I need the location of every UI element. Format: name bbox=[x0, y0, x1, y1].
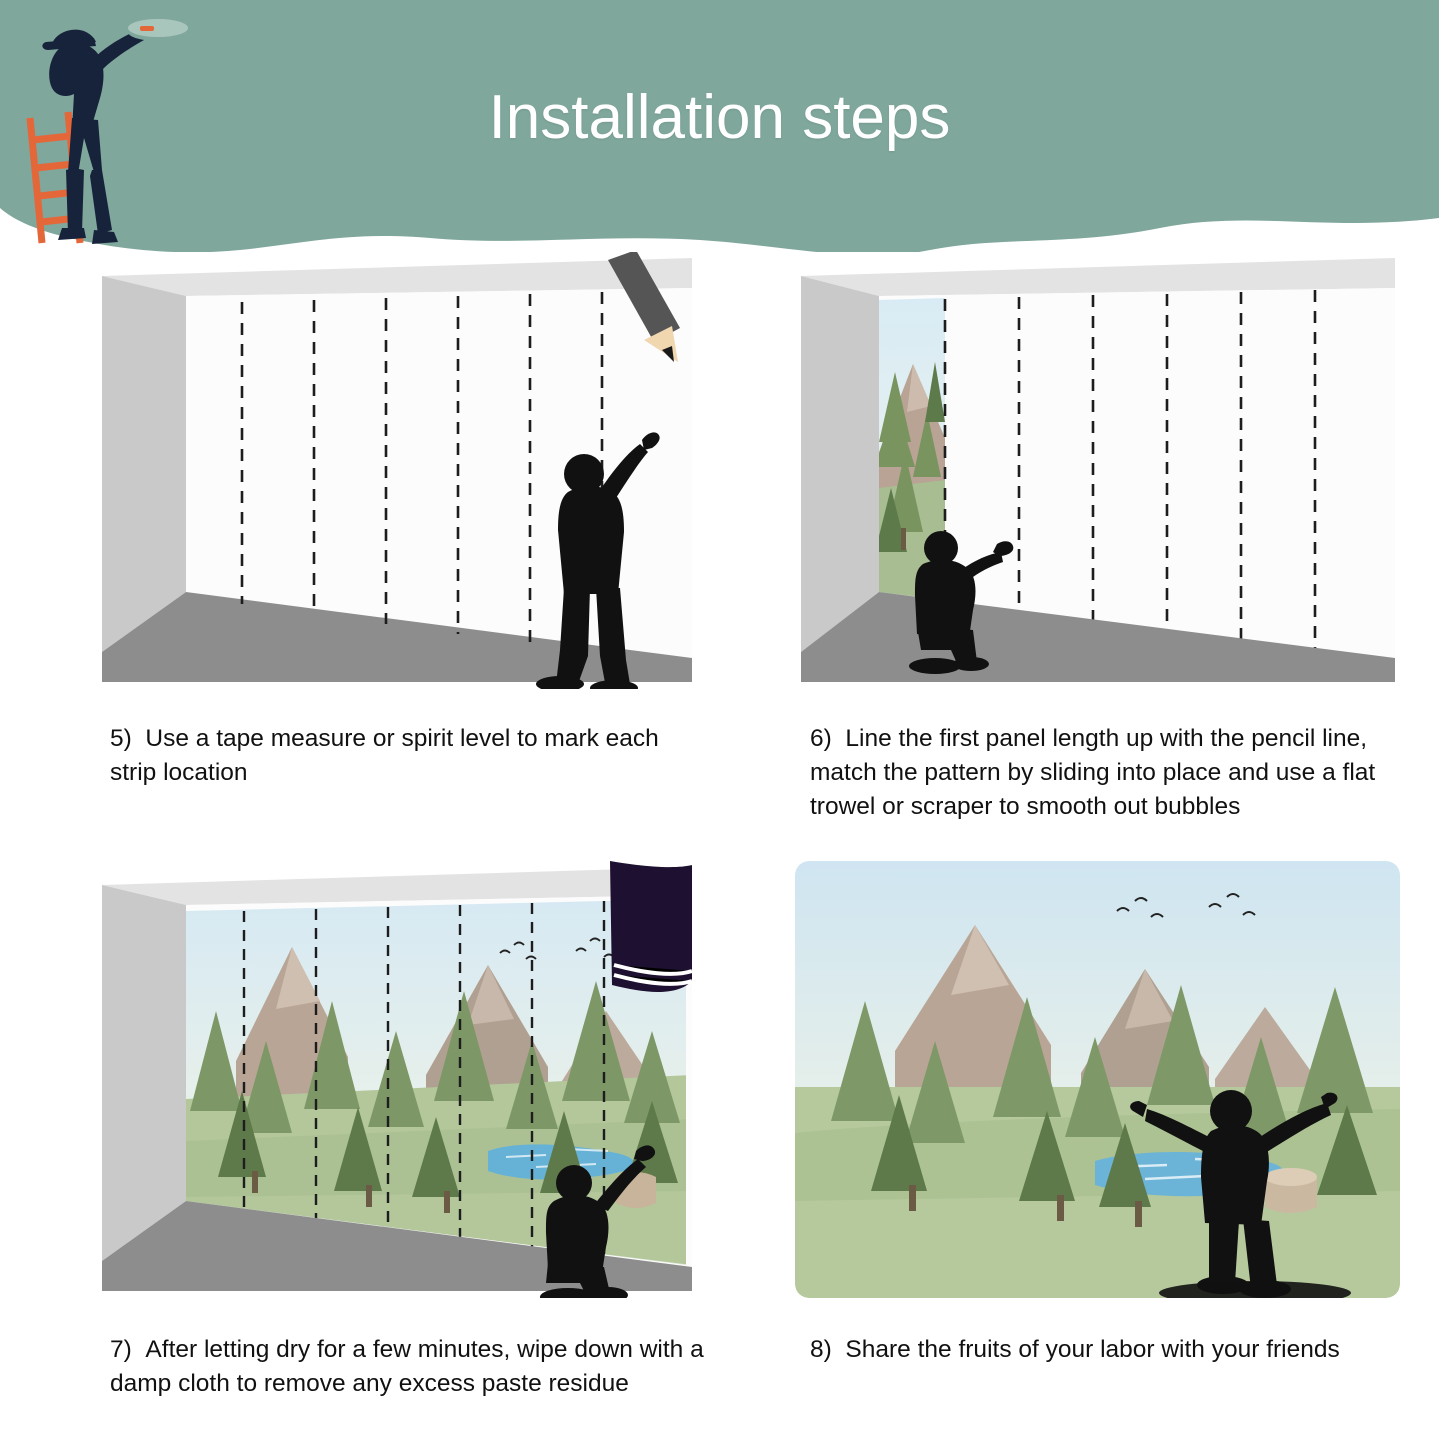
step-6-illustration bbox=[795, 252, 1400, 689]
towel-icon bbox=[610, 861, 692, 992]
step-6-number: 6) bbox=[810, 725, 832, 752]
step-7-number: 7) bbox=[110, 1336, 132, 1363]
step-8-text: Share the fruits of your labor with your friends bbox=[845, 1336, 1340, 1363]
step-5-text: Use a tape measure or spirit level to mark each strip location bbox=[110, 725, 659, 786]
step-6-text: Line the first panel length up with the pencil line, match the pattern by sliding into place and use a flat trowel or scraper to smooth out bubbles bbox=[810, 725, 1376, 820]
step-8-illustration bbox=[795, 861, 1400, 1298]
header-banner bbox=[0, 0, 1439, 260]
step-8-caption bbox=[810, 1333, 1439, 1367]
step-7-text: After letting dry for a few minutes, wipe down with a damp cloth to remove any excess paste residue bbox=[110, 1336, 704, 1397]
step-8-number: 8) bbox=[810, 1336, 832, 1363]
step-5-caption bbox=[110, 722, 710, 790]
step-7-illustration bbox=[96, 861, 696, 1298]
page-title: Installation steps bbox=[488, 83, 951, 152]
step-7-caption bbox=[110, 1333, 710, 1401]
step-5-number: 5) bbox=[110, 725, 132, 752]
step-6-caption bbox=[810, 722, 1435, 824]
step-5-illustration bbox=[96, 252, 696, 689]
